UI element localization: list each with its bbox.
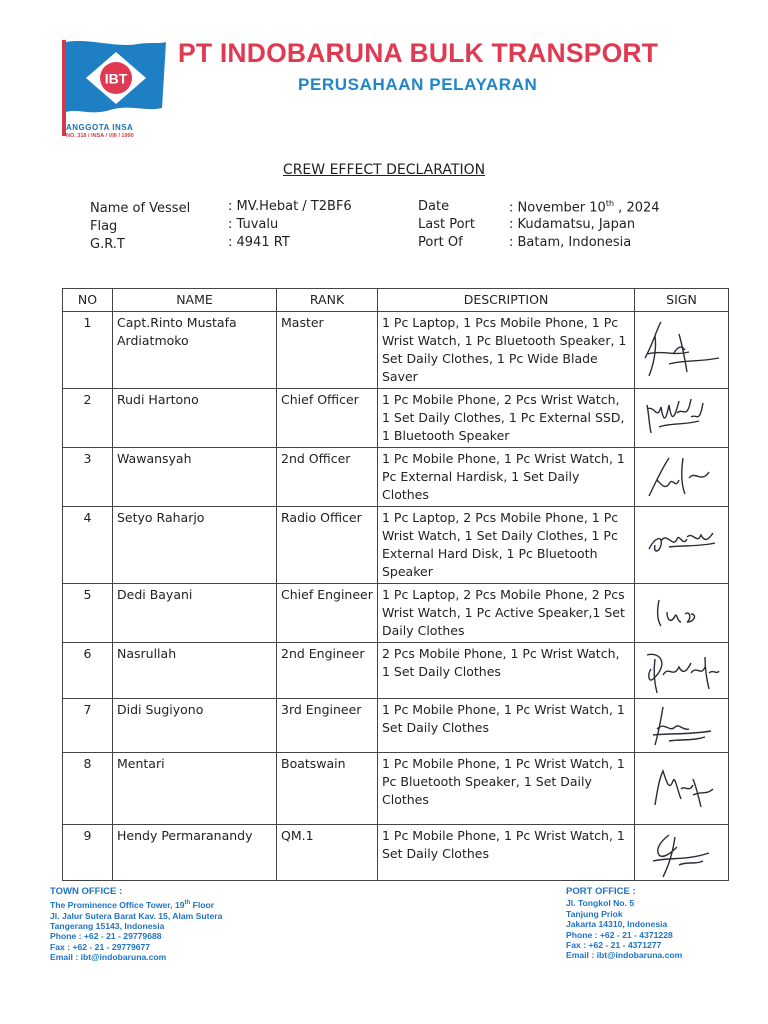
cell-sign [635,389,729,448]
cell-name: Setyo Raharjo [113,507,277,584]
port-office-line: Jakarta 14310, Indonesia [566,919,668,930]
port-office-line: Jl. Tongkol No. 5 [566,898,635,909]
logo-text: IBT [104,70,128,87]
table-row [63,389,729,448]
table-row [63,584,729,643]
table-row [63,753,729,825]
cell-description: 1 Pc Mobile Phone, 1 Pc Wrist Watch, 1 Set Daily Clothes [378,825,635,881]
cell-no: 3 [63,448,113,507]
cell-no: 5 [63,584,113,643]
cell-rank: Chief Officer [277,389,378,448]
info-value-last-port: : Kudamatsu, Japan [509,217,636,232]
cell-sign [635,584,729,643]
header-sign: SIGN [635,289,729,312]
cell-no: 6 [63,643,113,699]
cell-no: 2 [63,389,113,448]
header-rank: RANK [277,289,378,312]
info-label-flag: Flag [90,219,118,234]
town-office-line: Jl. Jalur Sutera Barat Kav. 15, Alam Sutera [50,910,223,921]
cell-name: Dedi Bayani [113,584,277,643]
table-row [63,507,729,584]
signature-image [639,314,723,384]
port-office-fax: Fax : +62 - 21 - 4371277 [566,940,662,951]
info-value-flag: : Tuvalu [228,217,279,232]
header-no: NO [63,289,113,312]
crew-table [62,288,729,881]
cell-rank: Radio Officer [277,507,378,584]
info-value-port-of: : Batam, Indonesia [509,235,632,250]
cell-rank: 2nd Officer [277,448,378,507]
town-office-fax: Fax : +62 - 21 - 29779677 [50,941,151,952]
town-office-heading: TOWN OFFICE : [50,886,123,897]
town-office-block [50,887,222,963]
cell-rank: Boatswain [277,753,378,825]
info-value-grt: : 4941 RT [228,235,290,250]
cell-no: 7 [63,699,113,753]
info-value-vessel: : MV.Hebat / T2BF6 [228,199,352,214]
signature-image [639,645,723,697]
info-value-date: : November 10th , 2024 [509,199,660,216]
cell-description: 1 Pc Laptop, 2 Pcs Mobile Phone, 2 Pcs Wrist Watch, 1 Pc Active Speaker,1 Set Daily Clothes [378,584,635,643]
table-row [63,448,729,507]
cell-sign [635,753,729,825]
cell-description: 1 Pc Mobile Phone, 2 Pcs Wrist Watch, 1 Set Daily Clothes, 1 Pc External SSD, 1 Bluetooth Speaker [378,389,635,448]
table-row [63,312,729,389]
cell-rank: Master [277,312,378,389]
company-name: PT INDOBARUNA BULK TRANSPORT [178,38,659,68]
cell-sign [635,507,729,584]
table-row [63,699,729,753]
member-badge [66,124,134,140]
company-subtitle: PERUSAHAAN PELAYARAN [298,75,538,94]
cell-no: 4 [63,507,113,584]
header-name: NAME [113,289,277,312]
cell-rank: 3rd Engineer [277,699,378,753]
cell-name: Capt.Rinto Mustafa Ardiatmoko [113,312,277,389]
cell-rank: QM.1 [277,825,378,881]
table-row [63,825,729,881]
signature-image [639,701,723,751]
member-line-2: NO. 318 / INSA / VIII / 1990 [66,133,134,139]
cell-name: Mentari [113,753,277,825]
info-label-vessel: Name of Vessel [90,201,191,216]
cell-description: 1 Pc Laptop, 1 Pcs Mobile Phone, 1 Pc Wrist Watch, 1 Pc Bluetooth Speaker, 1 Set Daily Clothes, 1 Pc Wide Blade Saver [378,312,635,389]
cell-description: 1 Pc Mobile Phone, 1 Pc Wrist Watch, 1 Pc External Hardisk, 1 Set Daily Clothes [378,448,635,507]
cell-sign [635,643,729,699]
signature-image [639,450,723,502]
port-office-block [566,887,682,961]
cell-description: 1 Pc Laptop, 2 Pcs Mobile Phone, 1 Pc Wrist Watch, 1 Set Daily Clothes, 1 Pc External Hard Disk, 1 Pc Bluetooth Speaker [378,507,635,584]
cell-name: Hendy Permaranandy [113,825,277,881]
cell-sign [635,699,729,753]
cell-no: 9 [63,825,113,881]
port-office-phone: Phone : +62 - 21 - 4371228 [566,929,673,940]
info-label-port-of: Port Of [418,235,463,250]
cell-rank: Chief Engineer [277,584,378,643]
header-description: DESCRIPTION [378,289,635,312]
cell-name: Rudi Hartono [113,389,277,448]
port-office-heading: PORT OFFICE : [566,886,636,897]
cell-description: 1 Pc Mobile Phone, 1 Pc Wrist Watch, 1 Set Daily Clothes [378,699,635,753]
signature-image [639,391,723,443]
town-office-phone: Phone : +62 - 21 - 29779688 [50,931,162,942]
port-office-email: Email : ibt@indobaruna.com [566,950,683,961]
town-office-email: Email : ibt@indobaruna.com [50,952,167,963]
cell-sign [635,825,729,881]
info-label-grt: G.R.T [90,237,125,252]
cell-description: 2 Pcs Mobile Phone, 1 Pc Wrist Watch, 1 Set Daily Clothes [378,643,635,699]
table-row [63,643,729,699]
port-office-line: Tanjung Priok [566,908,623,919]
cell-rank: 2nd Engineer [277,643,378,699]
town-office-line: Tangerang 15143, Indonesia [50,921,165,932]
cell-sign [635,312,729,389]
signature-image [639,827,723,879]
cell-name: Didi Sugiyono [113,699,277,753]
cell-name: Nasrullah [113,643,277,699]
member-line-1: ANGGOTA INSA [66,123,134,132]
cell-no: 8 [63,753,113,825]
table-header-row [63,289,729,312]
document-title: CREW EFFECT DECLARATION [282,162,486,178]
info-label-last-port: Last Port [418,217,475,232]
cell-sign [635,448,729,507]
signature-image [639,586,723,638]
town-office-line: The Prominence Office Tower, 19th Floor [50,900,215,911]
cell-name: Wawansyah [113,448,277,507]
cell-no: 1 [63,312,113,389]
signature-image [639,509,723,577]
signature-image [639,755,723,821]
cell-description: 1 Pc Mobile Phone, 1 Pc Wrist Watch, 1 Pc Bluetooth Speaker, 1 Set Daily Clothes [378,753,635,825]
info-label-date: Date [418,199,450,214]
